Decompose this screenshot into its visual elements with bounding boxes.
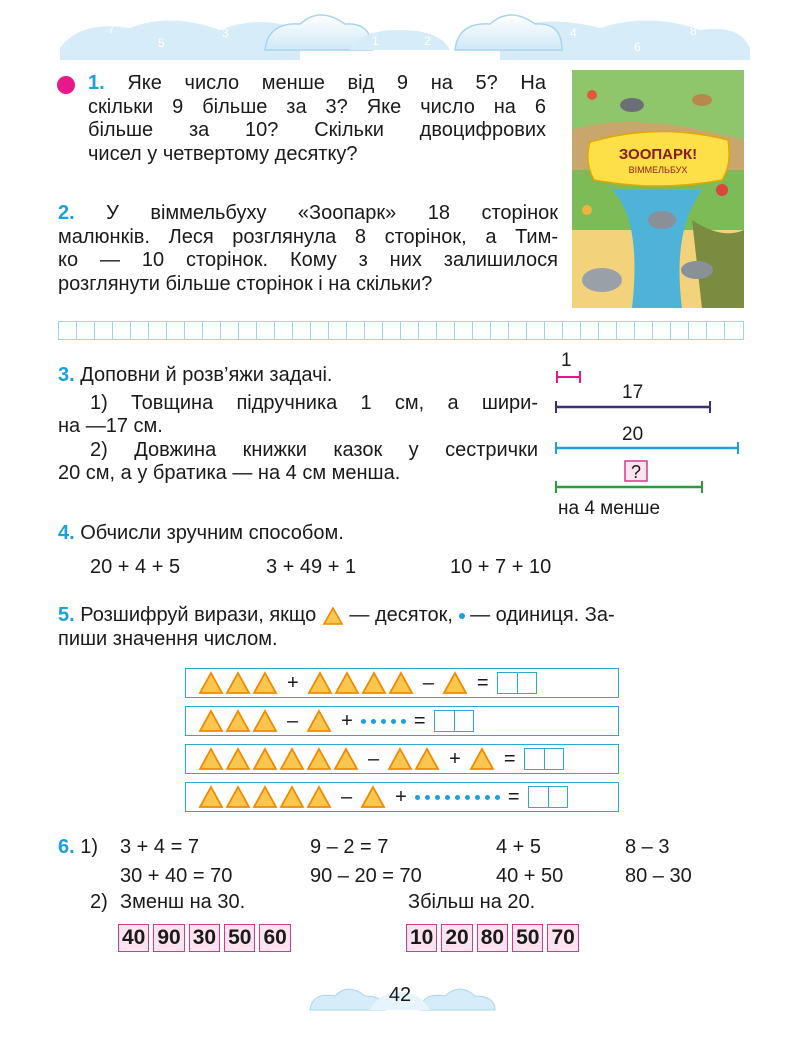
header-digit: 2 <box>424 34 431 48</box>
answer-box[interactable] <box>434 710 474 732</box>
number-tile: 10 <box>406 924 437 952</box>
task-5-text: — одиниця. За- <box>470 604 615 626</box>
triangle-icon <box>225 785 251 809</box>
triangle-icon <box>360 785 386 809</box>
page-number: 42 <box>388 984 412 1006</box>
number-tile: 50 <box>224 924 255 952</box>
unit-dots <box>361 719 406 724</box>
triangle-icon <box>361 671 387 695</box>
zoo-book-cover <box>572 70 744 308</box>
number-tile: 80 <box>477 924 508 952</box>
dot-icon <box>459 613 465 619</box>
task-6-expression: 90 – 20 = 70 <box>310 865 422 887</box>
task-6 <box>58 836 98 860</box>
triangle-icon <box>469 747 495 771</box>
triangle-icon <box>334 671 360 695</box>
number-tile: 40 <box>118 924 149 952</box>
number-tile: 60 <box>259 924 290 952</box>
expression-row <box>185 782 619 812</box>
triangle-icon <box>225 747 251 771</box>
triangle-icon <box>307 671 333 695</box>
equals-sign: = <box>476 671 489 694</box>
triangle-icon <box>388 671 414 695</box>
zoo-book-illustration <box>572 70 744 308</box>
triangle-icon <box>442 671 468 695</box>
task-2-line: малюнків. Леся розглянула 8 сторінок, а Тим- <box>58 225 558 248</box>
header-digit: 3 <box>222 26 229 40</box>
task-5-number: 5. <box>58 604 75 626</box>
triangle-icon <box>414 747 440 771</box>
triangle-icon <box>225 709 251 733</box>
task-2-line: У віммельбуху «Зоопарк» 18 сторінок <box>106 202 558 224</box>
answer-box[interactable] <box>497 672 537 694</box>
task-6-part-1: 1) <box>80 836 99 858</box>
task-3-title: Доповни й розв’яжи задачі. <box>80 364 333 386</box>
task-4-expression: 3 + 49 + 1 <box>266 556 357 578</box>
task-4-number: 4. <box>58 522 75 544</box>
number-tile: 70 <box>547 924 578 952</box>
increase-title: Збільш на 20. <box>408 891 536 913</box>
equals-sign: = <box>507 785 520 808</box>
task-6-expression: 8 – 3 <box>625 836 670 858</box>
answer-box[interactable] <box>528 786 568 808</box>
task-4 <box>58 522 344 546</box>
triangle-icon <box>306 747 332 771</box>
segment-20-label: 20 <box>622 424 644 445</box>
triangle-icon <box>252 671 278 695</box>
segment-1-label: 1 <box>561 350 572 371</box>
operator: – <box>368 747 380 770</box>
task-5-text: Розшифруй вирази, якщо <box>80 604 317 626</box>
operator: + <box>287 671 299 694</box>
triangle-icon <box>252 785 278 809</box>
task-1-line: скільки 9 більше за 3? Яке число на 6 <box>88 95 546 118</box>
header-digit: 4 <box>570 26 577 40</box>
task-2-number: 2. <box>58 202 75 224</box>
task-3-number: 3. <box>58 364 75 386</box>
expression-row <box>185 706 619 736</box>
equals-sign: = <box>503 747 516 770</box>
triangle-icon <box>387 747 413 771</box>
task-3-problem-1-line: 1) Товщина підручника 1 см, а шири- <box>90 391 538 414</box>
task-1-line: більше за 10? Скільки двоцифрових <box>88 119 546 141</box>
answer-box[interactable] <box>524 748 564 770</box>
decrease-tiles <box>118 924 295 952</box>
task-1-number: 1. <box>88 72 105 94</box>
task-2-line: розглянути більше сторінок і на скільки? <box>58 272 433 295</box>
triangle-icon <box>225 671 251 695</box>
operator: – <box>422 671 434 694</box>
task-3-problem-1-line: на —17 см. <box>58 415 163 437</box>
task-6-part-2: 2) <box>90 891 108 913</box>
task-6-expression: 9 – 2 = 7 <box>310 836 389 858</box>
triangle-icon <box>306 709 332 733</box>
increase-tiles <box>406 924 583 952</box>
triangle-icon <box>322 606 344 626</box>
task-6-expression: 40 + 50 <box>496 865 564 887</box>
triangle-icon <box>198 785 224 809</box>
task-4-expression: 20 + 4 + 5 <box>90 556 181 578</box>
triangle-icon <box>279 747 305 771</box>
expression-row <box>185 744 619 774</box>
triangle-icon <box>252 747 278 771</box>
task-5-text: пиши значення числом. <box>58 627 278 650</box>
header-digit: 6 <box>634 40 641 54</box>
segment-17-label: 17 <box>622 382 644 403</box>
expression-row <box>185 668 619 698</box>
operator: – <box>341 785 353 808</box>
task-5-text: — десяток, <box>349 604 453 626</box>
task-2 <box>58 202 558 296</box>
task-1-line: чисел у четвертому десятку? <box>88 142 358 165</box>
book-title: ЗООПАРК! <box>618 146 698 163</box>
segment-diagram <box>552 350 744 520</box>
task-1 <box>88 72 546 166</box>
header-digit: 0 <box>396 16 403 30</box>
task-3-problem-2-line: 2) Довжина книжки казок у сестрички <box>90 438 538 461</box>
triangle-icon <box>333 747 359 771</box>
operator: + <box>341 709 353 732</box>
task-1-line: Яке число менше від 9 на 5? На <box>127 72 546 94</box>
task-6-expression: 80 – 30 <box>625 865 692 887</box>
task-6-expression: 3 + 4 = 7 <box>120 836 199 858</box>
equals-sign: = <box>413 709 426 732</box>
number-tile: 90 <box>153 924 184 952</box>
task-4-expression: 10 + 7 + 10 <box>450 556 552 578</box>
triangle-icon <box>198 709 224 733</box>
unknown-label: ? <box>630 462 641 482</box>
triangle-icon <box>306 785 332 809</box>
number-tile: 30 <box>189 924 220 952</box>
less-by-4-label: на 4 менше <box>558 498 661 519</box>
operator: – <box>287 709 299 732</box>
writing-grid-strip <box>58 321 744 340</box>
header-digit: 8 <box>690 24 697 38</box>
operator: + <box>449 747 461 770</box>
header-digit: 5 <box>158 36 165 50</box>
header-digits <box>0 0 800 60</box>
task-6-expression: 30 + 40 = 70 <box>120 865 233 887</box>
difficulty-dot <box>57 76 75 94</box>
task-6-expression: 4 + 5 <box>496 836 542 858</box>
task-3-problem-2-line: 20 см, а у братика — на 4 см менша. <box>58 462 401 484</box>
triangle-icon <box>279 785 305 809</box>
number-tile: 20 <box>441 924 472 952</box>
task-6-number: 6. <box>58 836 75 858</box>
triangle-icon <box>198 747 224 771</box>
triangle-icon <box>198 671 224 695</box>
book-subtitle: ВІММЕЛЬБУХ <box>628 165 688 175</box>
task-5 <box>58 604 744 651</box>
triangle-icon <box>252 709 278 733</box>
unit-dots <box>415 795 500 800</box>
header-digit: 1 <box>372 34 379 48</box>
decrease-title: Зменш на 30. <box>120 891 246 913</box>
header-digit: 7 <box>108 22 115 36</box>
operator: + <box>395 785 407 808</box>
task-4-title: Обчисли зручним способом. <box>80 522 344 544</box>
number-tile: 50 <box>512 924 543 952</box>
task-2-line: ко — 10 сторінок. Кому з них залишилося <box>58 249 558 271</box>
task-3 <box>58 364 538 486</box>
